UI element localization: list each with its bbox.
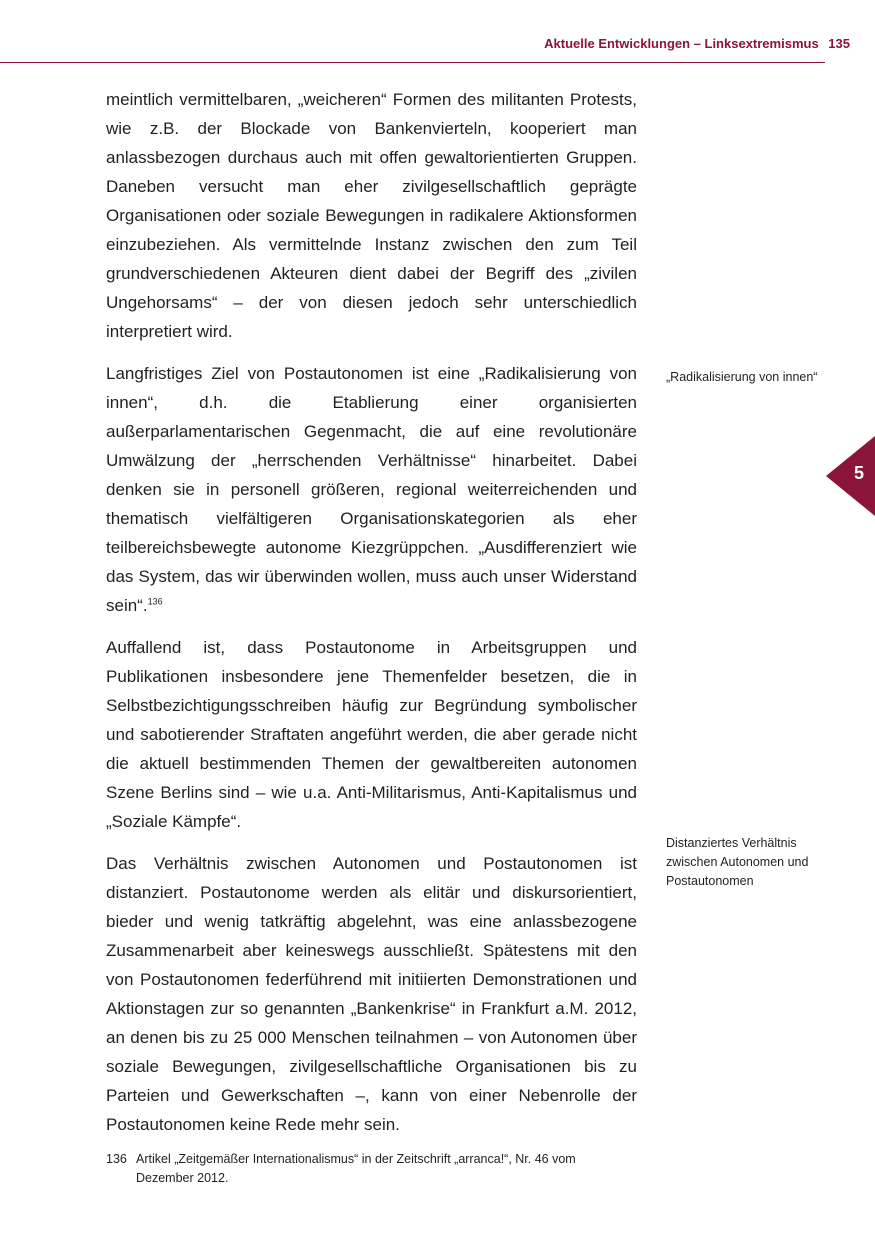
footnote-reference[interactable]: 136 bbox=[147, 596, 163, 607]
footnote-number: 136 bbox=[106, 1152, 127, 1166]
margin-note-radikalisierung: „Radikalisierung von innen“ bbox=[666, 370, 818, 384]
running-header bbox=[0, 36, 850, 51]
footnote bbox=[106, 1150, 636, 1188]
paragraph-4: Das Verhältnis zwischen Autonomen und Postautonomen ist distanziert. Postautonome werden als elitär und diskursorientiert, bieder und wenig tatkräftig abgelehnt, was eine anlassbezogene Zusammenarbeit aber keineswegs ausschließt. Spätestens mit den von Postautonomen federführend mit initiierten Demonstrationen und Aktionstagen zur so genannten „Bankenkrise“ in Frankfurt a.M. 2012, an denen bis zu 25 000 Menschen teilnahmen – von Autonomen über soziale Bewegungen, zivilgesellschaftliche Organisationen bis zu Parteien und Gewerkschaften –, kann von einer Nebenrolle der Postautonomen keine Rede mehr sein. bbox=[106, 854, 637, 1134]
header-title: Aktuelle Entwicklungen – Linksextremismus bbox=[544, 36, 819, 51]
chapter-number: 5 bbox=[853, 463, 864, 483]
body-text bbox=[106, 85, 637, 1152]
paragraph-2-text: Langfristiges Ziel von Postautonomen ist eine „Radikalisierung von innen“, d.h. die Etablierung einer organisierten außerparlamentarischen Gegenmacht, die auf eine revolutionäre Umwälzung der „herrschenden Verhältnisse“ hinarbeitet. Dabei denken sie in personell größeren, regional weiterreichenden und thematisch vielfältigeren Organisationskategorien als eher teilbereichsbewegte autonome Kiezgrüppchen. „Ausdifferenziert wie das System, das wir überwinden wollen, muss auch unser Widerstand sein“. bbox=[106, 364, 637, 615]
margin-note-verhaeltnis: Distanziertes Verhältnis zwischen Autonomen und Postautonomen bbox=[666, 836, 809, 888]
paragraph-2 bbox=[106, 359, 637, 620]
page-number: 135 bbox=[828, 36, 850, 51]
chapter-tab bbox=[826, 436, 875, 516]
footnote-text: Artikel „Zeitgemäßer Internationalismus“ in der Zeitschrift „arranca!“, Nr. 46 vom Dezember 2012. bbox=[136, 1152, 576, 1185]
header-rule bbox=[0, 62, 825, 63]
paragraph-3: Auffallend ist, dass Postautonome in Arbeitsgruppen und Publikationen insbesondere jene Themenfelder besetzen, die in Selbstbezichtigungsschreiben häufig zur Begründung symbolischer und sabotierender Straftaten angeführt werden, die aber gerade nicht die aktuell bestimmenden Themen der gewaltbereiten autonomen Szene Berlins sind – wie u.a. Anti-Militarismus, Anti-Kapitalismus und „Soziale Kämpfe“. bbox=[106, 638, 637, 831]
paragraph-1: meintlich vermittelbaren, „weicheren“ Formen des militanten Protests, wie z.B. der Blockade von Bankenvierteln, kooperiert man anlassbezogen durchaus auch mit offen gewaltorientierten Gruppen. Daneben versucht man eher zivilgesellschaftlich geprägte Organisationen oder soziale Bewegungen in radikalere Aktionsformen einzubeziehen. Als vermittelnde Instanz zwischen den zum Teil grundverschiedenen Akteuren dient dabei der Begriff des „zivilen Ungehorsams“ – der von diesen jedoch sehr unterschiedlich interpretiert wird. bbox=[106, 90, 637, 341]
